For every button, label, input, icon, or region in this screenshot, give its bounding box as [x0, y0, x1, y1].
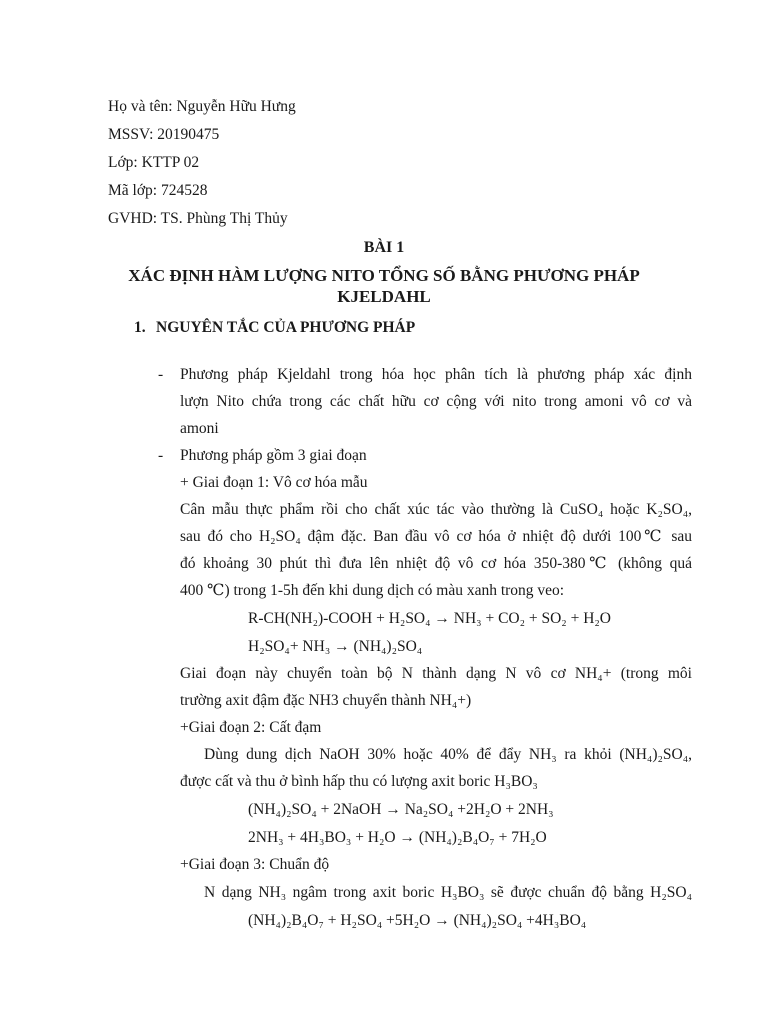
paragraph-line: Giai đoạn này chuyển toàn bộ N thành dạng N vô cơ NH₄+ (trong môi: [180, 665, 692, 682]
equation: H₂SO₄+ NH₃ → (NH₄)₂SO₄: [248, 638, 423, 655]
paragraph-line: được cất và thu ở bình hấp thu có lượng axit boric H₃BO₃: [180, 773, 538, 790]
equation: (NH₄)₂SO₄ + 2NaOH → Na₂SO₄ +2H₂O + 2NH₃: [248, 801, 554, 818]
equation: (NH₄)₂B₄O₇ + H₂SO₄ +5H₂O → (NH₄)₂SO₄ +4H₃BO₄: [248, 912, 587, 929]
student-name: Họ và tên: Nguyễn Hữu Hưng: [108, 98, 296, 115]
section-number: 1.: [134, 319, 146, 336]
student-id: MSSV: 20190475: [108, 126, 220, 143]
bullet-dash: -: [158, 366, 164, 383]
class-code: Mã lớp: 724528: [108, 182, 208, 199]
section-title: NGUYÊN TẮC CỦA PHƯƠNG PHÁP: [156, 319, 416, 336]
document-title-line2: KJELDAHL: [337, 287, 431, 306]
stage1-title: + Giai đoạn 1: Vô cơ hóa mẫu: [180, 474, 368, 491]
equation: R-CH(NH₂)-COOH + H₂SO₄ → NH₃ + CO₂ + SO₂ + H₂O: [248, 610, 611, 627]
paragraph-line: 400 ℃) trong 1-5h đến khi dung dịch có màu xanh trong veo:: [180, 582, 565, 599]
lesson-number: BÀI 1: [363, 239, 405, 256]
stage3-title: +Giai đoạn 3: Chuẩn độ: [180, 856, 330, 873]
paragraph-line: đó khoảng 30 phút thì đưa lên nhiệt độ vô cơ hóa 350-380℃ (không quá: [180, 555, 692, 572]
paragraph-line: Phương pháp gồm 3 giai đoạn: [180, 447, 367, 464]
paragraph-line: N dạng NH₃ ngâm trong axit boric H₃BO₃ sẽ được chuẩn độ bằng H₂SO₄: [204, 884, 692, 901]
paragraph-line: trường axit đậm đặc NH3 chuyển thành NH₄+): [180, 692, 472, 709]
paragraph-line: Cân mẫu thực phẩm rồi cho chất xúc tác vào thường là CuSO₄ hoặc K₂SO₄,: [180, 501, 692, 518]
document-title-line1: XÁC ĐỊNH HÀM LƯỢNG NITO TỔNG SỐ BẰNG PHƯƠNG PHÁP: [128, 266, 640, 285]
bullet-dash: -: [158, 447, 164, 464]
supervisor: GVHD: TS. Phùng Thị Thủy: [108, 210, 288, 227]
paragraph-line: lượn Nito chứa trong các chất hữu cơ cộng với nito trong amoni vô cơ và: [180, 393, 692, 410]
paragraph-line: sau đó cho H₂SO₄ đậm đặc. Ban đầu vô cơ hóa ở nhiệt độ dưới 100℃ sau: [180, 528, 692, 545]
stage2-title: +Giai đoạn 2: Cất đạm: [180, 719, 322, 736]
paragraph-line: Dùng dung dịch NaOH 30% hoặc 40% để đẩy NH₃ ra khỏi (NH₄)₂SO₄,: [204, 746, 692, 763]
paragraph-line: Phương pháp Kjeldahl trong hóa học phân tích là phương pháp xác định: [180, 366, 692, 383]
class-name: Lớp: KTTP 02: [108, 154, 200, 171]
equation: 2NH₃ + 4H₃BO₃ + H₂O → (NH₄)₂B₄O₇ + 7H₂O: [248, 829, 547, 846]
paragraph-line: amoni: [180, 420, 219, 437]
